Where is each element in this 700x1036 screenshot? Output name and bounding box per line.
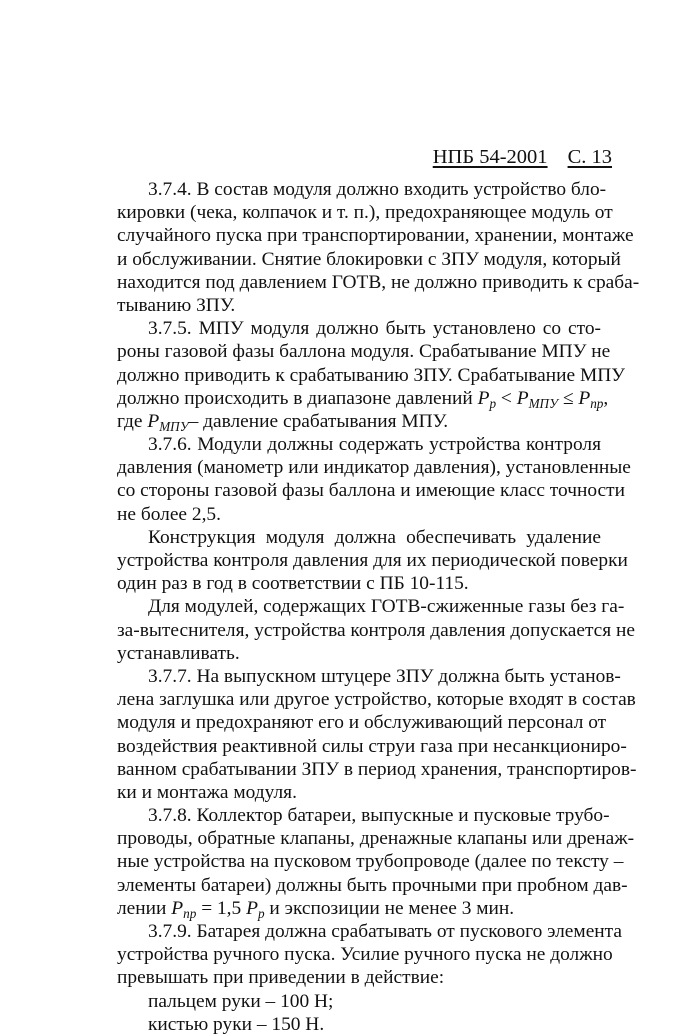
text-line: элементы батареи) должны быть прочными при пробном дав- <box>117 874 628 896</box>
paragraph-construction <box>117 526 628 596</box>
paragraph-liquefied-gases <box>117 595 636 665</box>
text-line: кировки (чека, колпачок и т. п.), предохраняющее модуль от <box>117 202 613 224</box>
pressure-symbol: P <box>516 387 529 409</box>
text-line: устройства ручного пуска. Усилие ручного пуска не должно <box>117 944 613 966</box>
paragraph-3-7-4 <box>117 178 640 317</box>
text-line: 3.7.9. Батарея должна срабатывать от пускового элемента <box>148 921 622 942</box>
pressure-subscript: пр <box>183 905 197 921</box>
comma: , <box>603 387 609 409</box>
text-line: устройства контроля давления для их периодической поверки <box>117 550 628 571</box>
text-line-with-formula <box>117 410 601 433</box>
text-line: 3.7.8. Коллектор батареи, выпускные и пусковые трубо- <box>148 805 610 827</box>
formula-lead-text: лении <box>117 897 167 919</box>
text-line: случайного пуска при транспортировании, хранении, монтаже <box>117 225 634 247</box>
text-line: 3.7.4. В состав модуля должно входить устройство бло- <box>148 179 607 200</box>
text-line-with-formula <box>117 387 609 411</box>
pressure-subscript: р <box>489 395 497 411</box>
page-header <box>433 145 612 169</box>
page-number: С. 13 <box>567 146 612 168</box>
list-item: кистью руки – 150 Н. <box>148 1013 325 1035</box>
pressure-symbol: P <box>171 897 184 919</box>
pressure-symbol: P <box>578 387 591 409</box>
formula-middle-text: = 1,5 <box>201 897 242 919</box>
less-than-sign: < <box>500 387 512 409</box>
formula-lead-text: где <box>117 410 143 432</box>
text-line: тыванию ЗПУ. <box>117 294 236 316</box>
text-line: превышать при приведении в действие: <box>117 967 445 989</box>
less-equal-sign: ≤ <box>562 387 574 409</box>
text-line-with-formula <box>117 897 601 920</box>
text-line: ные устройства на пусковом трубопроводе (далее по тексту – <box>117 851 624 873</box>
text-line: один раз в год в соответствии с ПБ 10-115. <box>117 573 469 595</box>
text-line: не более 2,5. <box>117 503 221 525</box>
text-line: проводы, обратные клапаны, дренажные клапаны или дренаж- <box>117 828 635 850</box>
formula-lead-text: должно происходить в диапазоне давлений <box>117 387 473 409</box>
pressure-subscript: р <box>257 905 265 921</box>
text-line: модуля и предохраняют его и обслуживающий персонал от <box>117 712 607 734</box>
text-line: Для модулей, содержащих ГОТВ-сжиженные газы без га- <box>148 596 625 618</box>
document-code: НПБ 54-2001 <box>432 146 548 168</box>
text-line: давления (манометр или индикатор давления), установленные <box>117 457 631 479</box>
document-body <box>117 178 640 1036</box>
text-line: роны газовой фазы баллона модуля. Срабатывание МПУ не <box>117 341 611 363</box>
text-line: и обслуживании. Снятие блокировки с ЗПУ модуля, который <box>117 248 621 270</box>
paragraph-3-7-7 <box>117 665 637 804</box>
text-line: устанавливать. <box>117 642 240 664</box>
pressure-subscript: пр <box>590 395 604 411</box>
pressure-subscript: МПУ <box>159 418 189 434</box>
pressure-symbol: P <box>246 897 258 919</box>
paragraph-3-7-5 <box>117 317 625 434</box>
pressure-symbol: P <box>147 410 160 432</box>
text-line: находится под давлением ГОТВ, не должно приводить к сраба- <box>117 271 640 293</box>
paragraph-3-7-9 <box>117 920 622 1036</box>
text-line: со стороны газовой фазы баллона и имеющие класс точности <box>117 480 625 502</box>
text-line: 3.7.7. На выпускном штуцере ЗПУ должна быть установ- <box>148 665 621 687</box>
text-line: должно приводить к срабатыванию ЗПУ. Срабатывание МПУ <box>117 364 625 386</box>
text-line: лена заглушка или другое устройство, которые входят в состав <box>117 689 636 711</box>
list-item: пальцем руки – 100 Н; <box>148 990 334 1012</box>
text-line: за-вытеснителя, устройства контроля давления допускается не <box>117 619 636 641</box>
formula-trail-text: – давление срабатывания МПУ. <box>188 410 449 432</box>
paragraph-3-7-6 <box>117 433 631 526</box>
text-line: ванном срабатывании ЗПУ в период хранения, транспортиров- <box>117 758 637 780</box>
text-line: Конструкция модуля должна обеспечивать удаление <box>148 526 601 548</box>
pressure-subscript: МПУ <box>528 395 558 411</box>
text-line: 3.7.5. МПУ модуля должно быть установлено со сто- <box>148 318 601 340</box>
text-line: ки и монтажа модуля. <box>117 781 297 803</box>
paragraph-3-7-8 <box>117 804 635 921</box>
text-line: воздействия реактивной силы струи газа при несанкциониро- <box>117 735 627 757</box>
formula-trail-text: и экспозиции не менее 3 мин. <box>269 897 515 919</box>
pressure-symbol: P <box>477 387 490 409</box>
text-line: 3.7.6. Модули должны содержать устройства контроля <box>148 434 601 456</box>
